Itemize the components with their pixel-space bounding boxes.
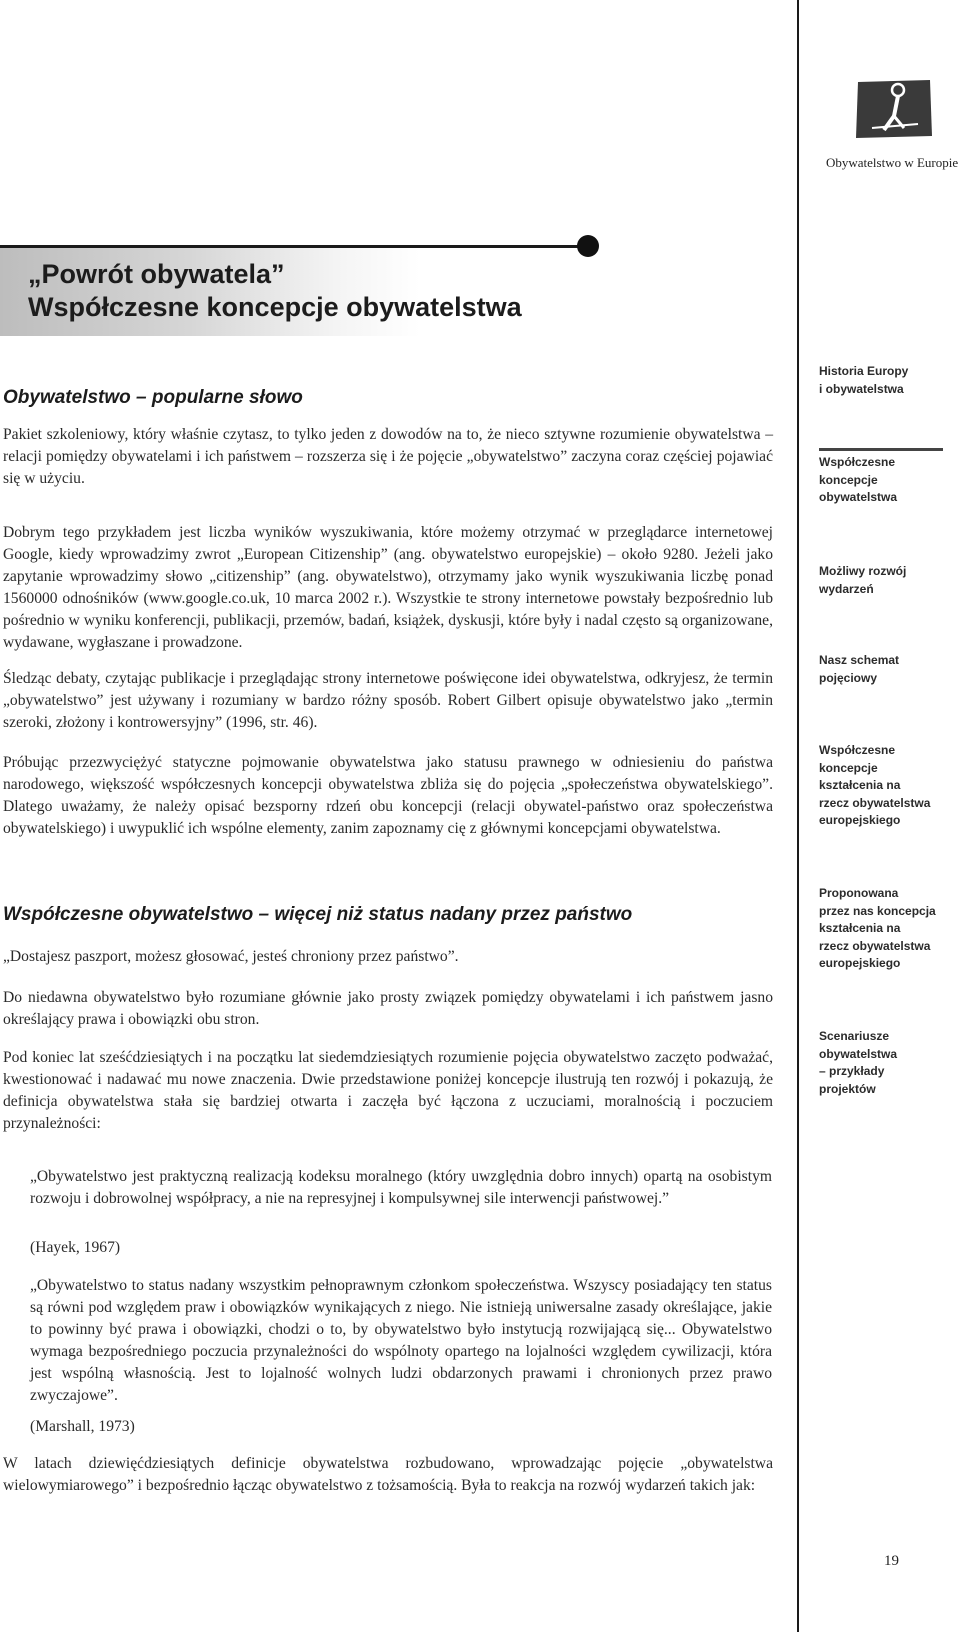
paragraph: Śledząc debaty, czytając publikacje i przeglądając strony internetowe poświęcone idei obywatelstwa, odkryjesz, że termin „obywatelstwo” jest używany i rozumiany w bardzo różny sposób. Robert Gilbert opisuje obywatelstwo jako „termin szeroki, złożony i kontrowersyjny” (1996, str. 46). bbox=[3, 670, 773, 731]
citizen-logo-icon bbox=[854, 80, 934, 140]
running-header: Obywatelstwo w Europie bbox=[826, 155, 959, 170]
sidebar-item-proposed-concept[interactable]: Proponowana przez nas koncepcja kształcenia na rzecz obywatelstwa europejskiego bbox=[819, 886, 936, 970]
sidebar-active-rule bbox=[819, 448, 943, 451]
paragraph: Dobrym tego przykładem jest liczba wyników wyszukiwania, które możemy otrzymać w przeglądarce internetowej Google, kiedy wprowadzimy zwrot „European Citizenship” (ang. obywatelstwo europejskie) – około 9280. Jeżeli jako zapytanie wprowadzimy słowo „citizenship” (ang. obywatelstwo), otrzymamy jako wynik wyszukiwania liczbę ponad 1560000 odnośników (www.google.co.uk, 10 marca 2002 r.). Wszystkie te strony internetowe powstały bezpośrednio lub pośrednio w wyniku konferencji, publikacji, przemów, badań, książek, dyskusji, które były i nadal często są organizowane, wydawane, wygłaszane i prowadzone. bbox=[3, 524, 773, 651]
paragraph: Pod koniec lat sześćdziesiątych i na początku lat siedemdziesiątych rozumienie pojęcia obywatelstwo zaczęto podważać, kwestionować i nadawać mu nowe znaczenia. Dwie przedstawione poniżej koncepcje ilustrują ten rozwój i pokazują, że definicja obywatelstwa stała się bardziej otwarta i zaczęła być łączona z uczuciami, moralnością i poczuciem przynależności: bbox=[3, 1049, 773, 1132]
section-heading-modern-citizenship: Współczesne obywatelstwo – więcej niż status nadany przez państwo bbox=[3, 904, 633, 925]
page-subtitle: Współczesne koncepcje obywatelstwa bbox=[28, 292, 522, 322]
quote-marshall: „Obywatelstwo to status nadany wszystkim pełnoprawnym członkom społeczeństwa. Wszyscy posiadający ten status są równi pod względem praw i obowiązków wynikających z niego. Nie istnieją uniwersalne zasady określające, jakie to powinny być prawa i obowiązki, chodzi o to, by obywatelstwo było instytucją rozwijającą się... Obywatelstwo wymaga bezpośredniego poczucia przynależności do wspólnoty opartego na lojalności względem cywilizacji, która jest wspólną własnością. Jest to lojalność wolnych ludzi obdarzonych prawami i chronionych przez prawo zwyczajowe”. bbox=[30, 1277, 772, 1404]
sidebar-item-history[interactable]: Historia Europy i obywatelstwa bbox=[819, 364, 909, 396]
column-divider bbox=[797, 0, 799, 1632]
quote-citation: (Hayek, 1967) bbox=[30, 1239, 121, 1256]
paragraph: W latach dziewięćdziesiątych definicje obywatelstwa rozbudowano, wprowadzając pojęcie „obywatelstwa wielowymiarowego” i bezpośrednio łącząc obywatelstwo z tożsamością. Była to reakcja na rozwój wydarzeń takich jak: bbox=[3, 1455, 773, 1494]
sidebar-item-conceptual-scheme[interactable]: Nasz schemat pojęciowy bbox=[819, 653, 900, 685]
page-number: 19 bbox=[884, 1553, 899, 1569]
title-rule bbox=[0, 245, 585, 248]
quote-citation: (Marshall, 1973) bbox=[30, 1418, 135, 1435]
sidebar-item-modern-concepts[interactable]: Współczesne koncepcje obywatelstwa bbox=[819, 455, 898, 504]
paragraph: Próbując przezwyciężyć statyczne pojmowanie obywatelstwa jako statusu prawnego w odniesieniu do państwa narodowego, większość współczesnych koncepcji obywatelstwa zbliża się do pojęcia „społeczeństwa obywatelskiego”. Dlatego uważamy, że należy opisać bezsporny rdzeń obu koncepcji (relacji obywatel-państwo oraz społeczeństwa obywatelskiego) i uwypuklić ich wspólne elementy, zanim zapoznamy cię z głównymi koncepcjami obywatelstwa. bbox=[3, 754, 773, 837]
page-title: „Powrót obywatela” bbox=[28, 259, 285, 289]
paragraph: Pakiet szkoleniowy, który właśnie czytasz, to tylko jeden z dowodów na to, że nieco sztywne rozumienie obywatelstwa – relacji pomiędzy obywatelami i ich państwem – rozszerza się i że pojęcie „obywatelstwo” zaczyna coraz częściej pojawiać się w użyciu. bbox=[3, 426, 773, 487]
sidebar-item-education-concepts[interactable]: Współczesne koncepcje kształcenia na rzecz obywatelstwa europejskiego bbox=[819, 743, 931, 827]
paragraph: Do niedawna obywatelstwo było rozumiane głównie jako prosty związek pomiędzy obywatelami i ich państwem jasno określający prawa i obowiązki obu stron. bbox=[3, 989, 773, 1028]
sidebar-item-scenarios[interactable]: Scenariusze obywatelstwa – przykłady projektów bbox=[819, 1029, 898, 1096]
title-dot bbox=[577, 235, 599, 257]
quote-hayek: „Obywatelstwo jest praktyczną realizacją kodeksu moralnego (który uwzględnia dobro innych) opartą na osobistym rozwoju i dobrowolnej współpracy, a nie na represyjnej i kompulsywnej sile interwencji państwowej.” bbox=[30, 1168, 772, 1207]
section-heading-popular-word: Obywatelstwo – popularne słowo bbox=[3, 387, 303, 408]
paragraph: „Dostajesz paszport, możesz głosować, jesteś chroniony przez państwo”. bbox=[3, 948, 459, 965]
sidebar-item-possible-developments[interactable]: Możliwy rozwój wydarzeń bbox=[819, 564, 907, 596]
